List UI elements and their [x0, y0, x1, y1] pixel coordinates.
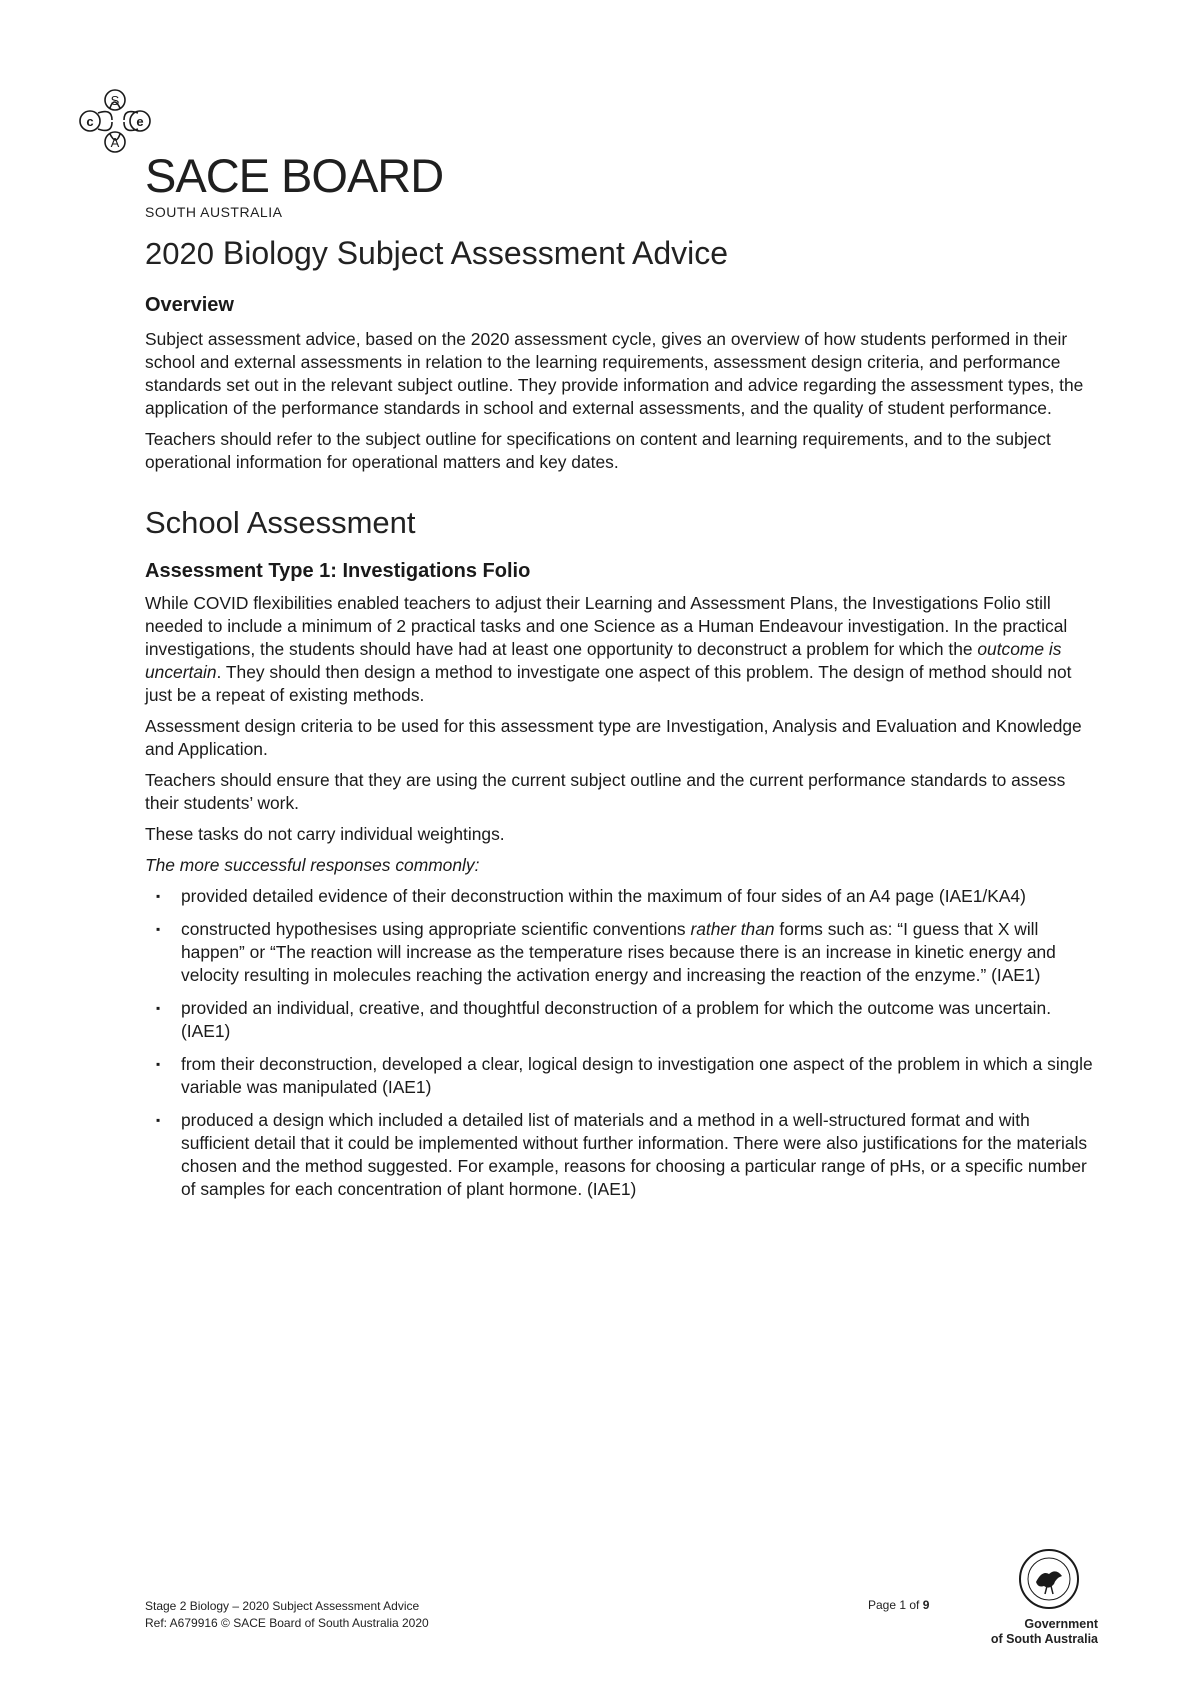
brand — [145, 149, 444, 220]
overview-paragraph-2: Teachers should refer to the subject outline for specifications on content and learning requirements, and to the subject operational information for operational matters and key dates. — [145, 429, 1051, 473]
piping-shrike-emblem-icon — [1018, 1548, 1080, 1610]
overview-heading: Overview — [145, 294, 234, 317]
successful-responses-list — [145, 885, 1095, 1201]
brand-subtitle: SOUTH AUSTRALIA — [145, 204, 283, 220]
footer-line-1: Stage 2 Biology – 2020 Subject Assessment Advice — [145, 1599, 420, 1613]
footer-line-2: Ref: A679916 © SACE Board of South Australia 2020 — [145, 1616, 429, 1630]
page-number: Page 1 of 9 — [868, 1598, 930, 1612]
title-year: 2020 — [145, 236, 214, 271]
assessment-type-1-heading: Assessment Type 1: Investigations Folio — [145, 559, 531, 582]
list-item: ▪ from their deconstruction, developed a clear, logical design to investigation one aspect of the problem in which a single variable was manipulated (IAE1) — [145, 1053, 1095, 1099]
logo-letter-s: S — [110, 93, 120, 108]
document-body — [145, 234, 1095, 1211]
investigations-paragraph-1: While COVID flexibilities enabled teachers to adjust their Learning and Assessment Plans, the Investigations Folio still needed to include a minimum of 2 practical tasks and one Science as a Human Endeavour investigation. In the practical investigations, the students should have had at least one opportunity to deconstruct a problem for which the outcome is uncertain. They should then design a method to investigate one aspect of this problem. The design of method should not just be a repeat of existing methods. — [145, 592, 1072, 705]
overview-paragraph-1: Subject assessment advice, based on the 2020 assessment cycle, gives an overview of how students performed in their school and external assessments in relation to the learning requirements, assessment design criteria, and performance standards set out in the relevant subject outline. They provide information and advice regarding the assessment types, the application of the performance standards in school and external assessments, and the quality of student performance. — [145, 329, 1084, 419]
school-assessment-heading: School Assessment — [145, 505, 416, 541]
investigations-paragraph-2: Assessment design criteria to be used for this assessment type are Investigation, Analysis and Evaluation and Knowledge and Application. — [145, 715, 1082, 759]
list-item: ▪ provided an individual, creative, and thoughtful deconstruction of a problem for which the outcome was uncertain. (IAE1) — [145, 997, 1095, 1043]
logo-letter-a: A — [110, 135, 120, 150]
government-logo — [958, 1548, 1098, 1647]
list-item: ▪ provided detailed evidence of their deconstruction within the maximum of four sides of an A4 page (IAE1/KA4) — [145, 885, 1095, 908]
list-item: ▪ constructed hypothesises using appropriate scientific conventions rather than forms such as: “I guess that X will happen” or “The reaction will increase as the temperature rises because there is an increase in kinetic energy and velocity resulting in molecules reaching the activation energy and increasing the reaction of the enzyme.” (IAE1) — [145, 918, 1095, 987]
footer — [145, 1598, 429, 1632]
successful-responses-intro: The more successful responses commonly: — [145, 854, 480, 875]
logo-letter-c: c — [86, 114, 94, 129]
government-text: Government of South Australia — [990, 1617, 1098, 1646]
page-title — [145, 234, 1095, 272]
list-item: ▪ produced a design which included a detailed list of materials and a method in a well-structured format and with sufficient detail that it could be implemented without further information. There were also justifications for the materials chosen and the method suggested. For example, reasons for choosing a particular range of pHs, or a specific number of samples for each concentration of plant hormone. (IAE1) — [145, 1109, 1095, 1201]
brand-name: SACE BOARD — [145, 149, 444, 202]
investigations-paragraph-4: These tasks do not carry individual weightings. — [145, 823, 505, 844]
logo-letter-e: e — [136, 114, 144, 129]
emphasis-outcome-uncertain: outcome is uncertain — [145, 638, 1062, 682]
title-text: Biology Subject Assessment Advice — [222, 235, 729, 271]
investigations-paragraph-3: Teachers should ensure that they are using the current subject outline and the current performance standards to assess their students’ work. — [145, 769, 1066, 813]
